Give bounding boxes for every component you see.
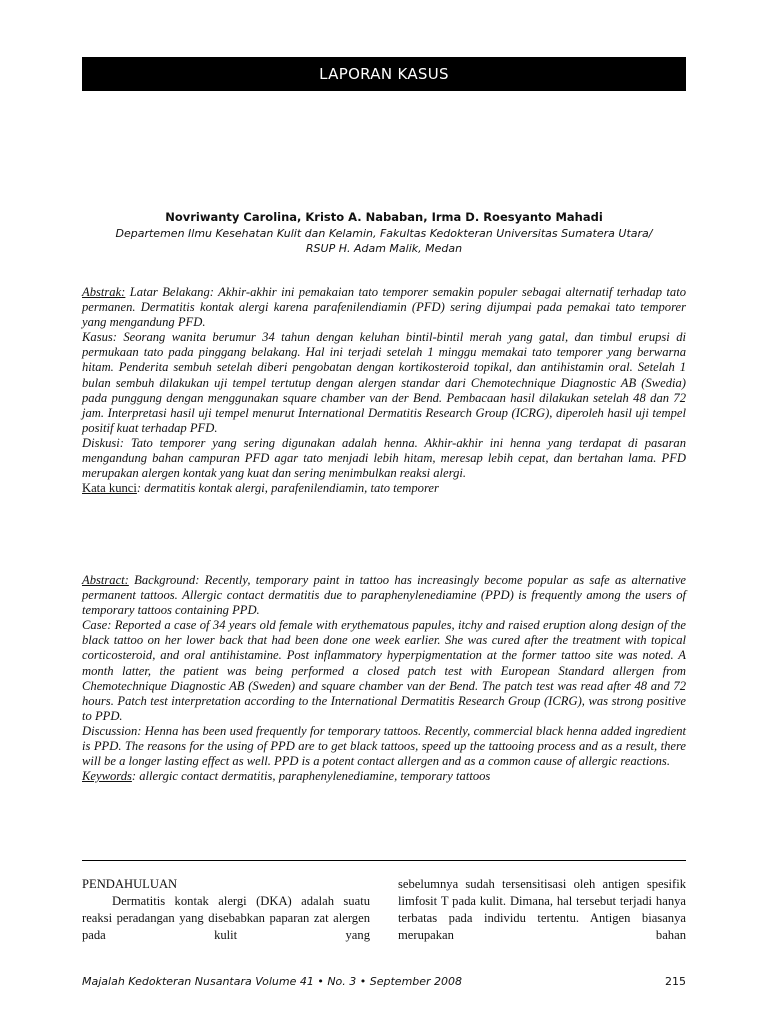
intro-paragraph-left: Dermatitis kontak alergi (DKA) adalah suatu reaksi peradangan yang disebabkan paparan zat alergen pada kulit yang — [82, 894, 370, 942]
section-title-pendahuluan: PENDAHULUAN — [82, 877, 178, 891]
page-number: 215 — [665, 975, 686, 988]
abstrak-background — [82, 285, 686, 330]
abstract-discussion: Discussion: Henna has been used frequently for temporary tattoos. Recently, commercial black henna added ingredient is PPD. The reasons for the using of PPD are to get black tattoos, speed up the tattooing process and as a result, there will be a longer lasting effect as well. PPD is a potent contact allergen and as a common cause of allergic reactions. — [82, 723, 686, 769]
body-column-right — [398, 876, 686, 944]
affiliation-line-1: Departemen Ilmu Kesehatan Kulit dan Kelamin, Fakultas Kedokteran Universitas Sumatera Utara/ — [115, 227, 653, 240]
keywords-text: : allergic contact dermatitis, paraphenylenediamine, temporary tattoos — [131, 769, 491, 784]
author-list: Novriwanty Carolina, Kristo A. Nababan, Irma D. Roesyanto Mahadi — [165, 210, 603, 224]
affiliation — [82, 226, 686, 256]
section-divider — [82, 860, 686, 861]
abstrak-discussion: Diskusi: Tato temporer yang sering digunakan adalah henna. Akhir-akhir ini henna yang terdapat di pasaran mengandung bahan campuran PFD agar tato menjadi lebih hitam, meresap lebih cepat, dan bertahan lama. PFD merupakan alergen kontak yang kuat dan sering menimbulkan reaksi alergi. — [82, 435, 686, 481]
intro-paragraph-right: sebelumnya sudah tersensitisasi oleh antigen spesifik limfosit T pada kulit. Dimana, hal tersebut terjadi hanya terbatas pada individu tertentu. Antigen biasanya merupakan bahan — [398, 877, 686, 942]
kata-kunci-text: : dermatitis kontak alergi, parafenilendiamin, tato temporer — [136, 481, 439, 496]
abstract-background-text: Background: Recently, temporary paint in tattoo has increasingly become popular as safe as alternative permanent tattoos. Allergic contact dermatitis due to paraphenylenediamine (PPD) is frequently among the users of temporary tattoos containing PPD. — [82, 573, 686, 618]
abstract-english — [82, 573, 686, 784]
abstrak-keywords — [82, 481, 686, 496]
section-banner — [82, 57, 686, 91]
keywords-label: Keywords — [82, 769, 132, 784]
journal-citation: Majalah Kedokteran Nusantara Volume 41 • No. 3 • September 2008 — [82, 975, 463, 988]
abstract-case: Case: Reported a case of 34 years old female with erythematous papules, itchy and raised eruption along design of the black tattoo on her lower back that had been done one week earlier. She was cured after the treatment with topical corticosteroid, and oral antihistamine. Post inflammatory hyperpigmentation at the former tattoo site was noted. A month latter, the patient was being performed a closed patch test with European Standard allergen from Chemotechnique Diagnostic AB (Sweden) and square chamber van der Bend. The patch test was read after 48 and 72 hours. Patch test interpretation according to the International Dermatitis Research Group (ICRG), was strong positive to PPD. — [82, 618, 686, 723]
abstrak-case: Kasus: Seorang wanita berumur 34 tahun dengan keluhan bintil-bintil merah yang gatal, dan timbul erupsi di permukaan tato pada pinggang belakang. Hal ini terjadi setelah 1 minggu memakai tato temporer yang berwarna hitam. Penderita sembuh setelah diberi pengobatan dengan kortikosteroid topikal, dan antihistamin oral. Setelah 1 bulan sembuh dilakukan uji tempel tertutup dengan alergen standar dari Chemotechnique Diagnostic AB (Swedia) pada punggung dengan menggunakan square chamber van der Bend. Pembacaan hasil dilakukan setelah 48 dan 72 jam. Interpretasi hasil uji tempel menurut International Dermatitis Research Group (ICRG), diperoleh hasil uji tempel positif kuat terhadap PFD. — [82, 330, 686, 435]
page-footer — [82, 975, 686, 988]
abstract-label: Abstract: — [82, 573, 129, 587]
affiliation-line-2: RSUP H. Adam Malik, Medan — [305, 242, 463, 255]
body-column-left — [82, 876, 370, 944]
abstrak-background-text: Latar Belakang: Akhir-akhir ini pemakaian tato temporer semakin populer sebagai alternatif terhadap tato permanen. Dermatitis kontak alergi karena parafenilendiamin (PFD) sering dijumpai pada pemakai tato temporer yang mengandung PFD. — [82, 285, 686, 330]
abstrak-indonesian — [82, 285, 686, 496]
kata-kunci-label: Kata kunci — [82, 481, 137, 496]
abstract-keywords — [82, 769, 686, 784]
banner-title: LAPORAN KASUS — [319, 65, 449, 83]
abstrak-label: Abstrak: — [82, 285, 126, 299]
abstract-background — [82, 573, 686, 618]
